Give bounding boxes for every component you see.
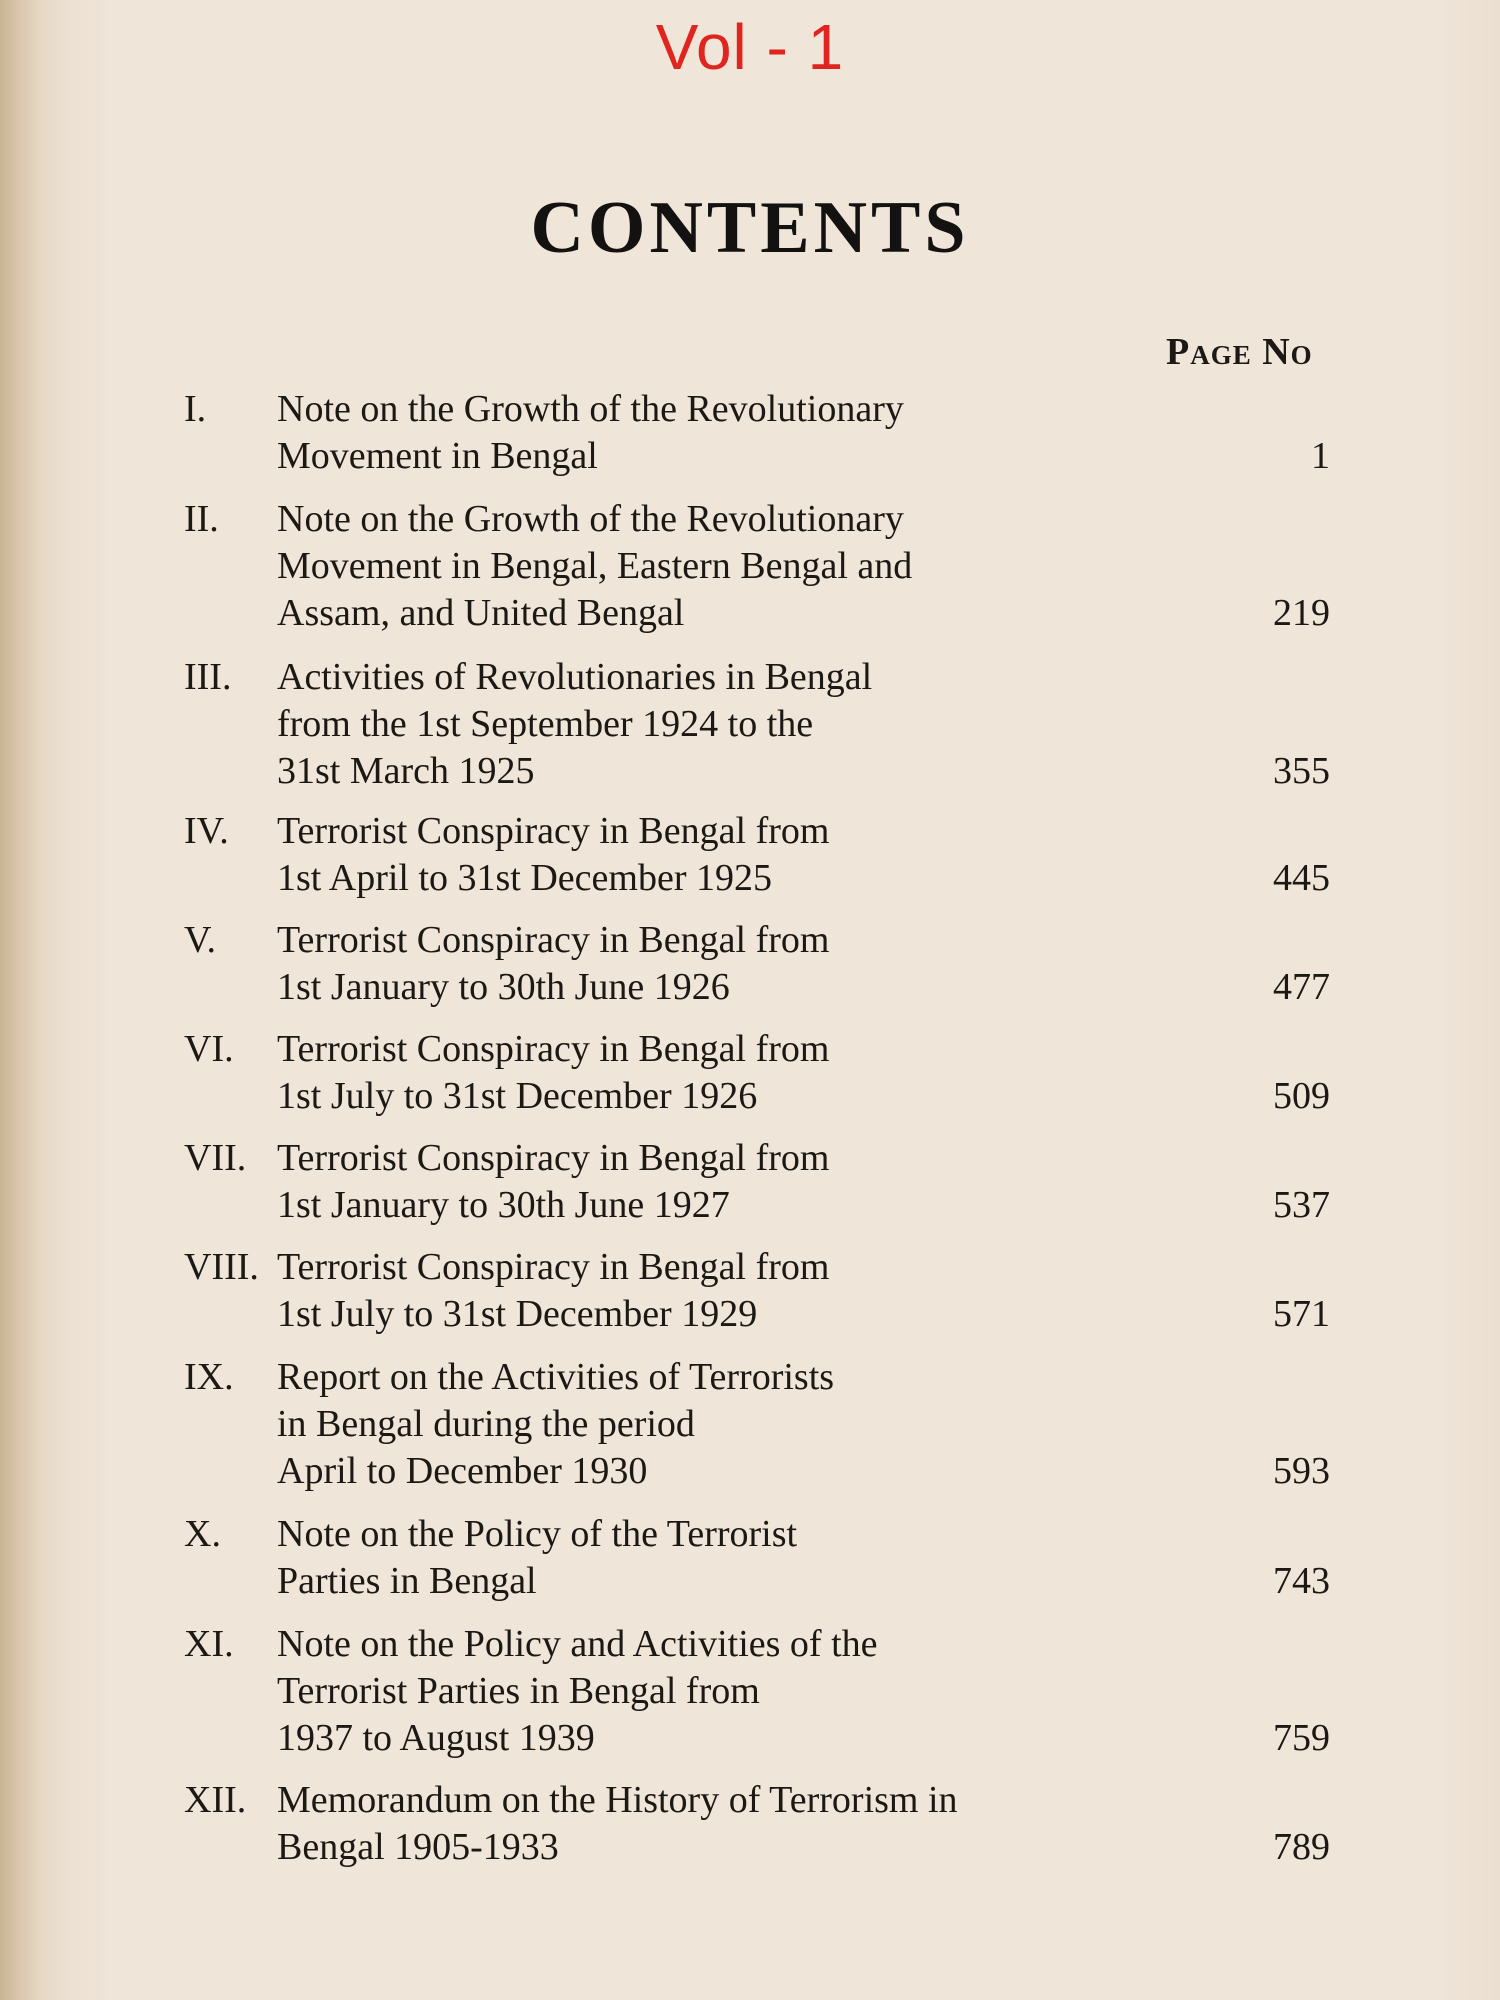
toc-entry-title-line: 1937 to August 1939: [277, 1717, 595, 1759]
toc-entry-title-line: Note on the Growth of the Revolutionary: [277, 388, 904, 430]
toc-entry-page-number: 571: [1273, 1293, 1330, 1335]
toc-entry-title-line: 1st January to 30th June 1926: [277, 966, 730, 1008]
toc-entry-title-line: in Bengal during the period: [277, 1403, 695, 1445]
toc-entry-numeral: XII.: [184, 1779, 247, 1821]
toc-entry-title: [277, 1026, 1157, 1120]
toc-entry-title: [277, 1621, 1157, 1762]
toc-entry-page-number: 355: [1273, 750, 1330, 792]
toc-entry-title-line: Note on the Growth of the Revolutionary: [277, 498, 904, 540]
toc-entry-numeral: V.: [184, 919, 217, 961]
toc-entry-title: [277, 808, 1157, 902]
toc-entry-title-line: Note on the Policy of the Terrorist: [277, 1513, 798, 1555]
toc-entry-page-number: 789: [1273, 1826, 1330, 1868]
toc-entry-numeral: II.: [184, 498, 219, 540]
toc-entry-title: [277, 1511, 1157, 1605]
toc-entry-numeral: IX.: [184, 1356, 234, 1398]
toc-entry-title: [277, 1244, 1157, 1338]
toc-entry-title-line: April to December 1930: [277, 1450, 648, 1492]
page-no-column-header: Page No: [1166, 331, 1313, 373]
toc-entry-page-number: 759: [1273, 1717, 1330, 1759]
toc-entry-title-line: Terrorist Conspiracy in Bengal from: [277, 1028, 830, 1070]
toc-entry-page-number: 743: [1273, 1560, 1330, 1602]
toc-entry-title-line: Terrorist Conspiracy in Bengal from: [277, 919, 830, 961]
toc-entry-title-line: Movement in Bengal: [277, 435, 598, 477]
toc-entry-title-line: Parties in Bengal: [277, 1560, 537, 1602]
toc-entry-page-number: 593: [1273, 1450, 1330, 1492]
toc-entry-title-line: 1st April to 31st December 1925: [277, 857, 772, 899]
toc-entry-title-line: Terrorist Conspiracy in Bengal from: [277, 810, 830, 852]
volume-label: Vol - 1: [655, 11, 845, 83]
toc-entry-title-line: Terrorist Conspiracy in Bengal from: [277, 1246, 830, 1288]
toc-entry-title-line: 1st July to 31st December 1929: [277, 1293, 758, 1335]
toc-entry-title-line: Terrorist Conspiracy in Bengal from: [277, 1137, 830, 1179]
toc-entry-title-line: Movement in Bengal, Eastern Bengal and: [277, 545, 913, 587]
toc-entry-title-line: 31st March 1925: [277, 750, 535, 792]
toc-entry-title-line: Assam, and United Bengal: [277, 592, 685, 634]
toc-entry-title: [277, 654, 1157, 795]
toc-entry-title-line: Report on the Activities of Terrorists: [277, 1356, 835, 1398]
toc-entry-page-number: 477: [1273, 966, 1330, 1008]
toc-entry-title: [277, 1354, 1157, 1495]
toc-entry-title: [277, 917, 1157, 1011]
toc-entry-title-line: Activities of Revolutionaries in Bengal: [277, 656, 873, 698]
toc-entry-page-number: 219: [1273, 592, 1330, 634]
toc-entry-title-line: Note on the Policy and Activities of the: [277, 1623, 878, 1665]
toc-entry-numeral: VII.: [184, 1137, 247, 1179]
toc-entry-numeral: XI.: [184, 1623, 234, 1665]
toc-entry-page-number: 1: [1311, 435, 1330, 477]
toc-entry-title-line: Memorandum on the History of Terrorism in: [277, 1779, 958, 1821]
toc-entry-title-line: 1st January to 30th June 1927: [277, 1184, 730, 1226]
toc-entry-title-line: from the 1st September 1924 to the: [277, 703, 814, 745]
toc-entry-title-line: Terrorist Parties in Bengal from: [277, 1670, 760, 1712]
toc-entry-title: [277, 1135, 1157, 1229]
toc-entry-page-number: 445: [1273, 857, 1330, 899]
toc-entry-title: [277, 386, 1157, 480]
toc-entry-numeral: VI.: [184, 1028, 234, 1070]
toc-entry-numeral: IV.: [184, 810, 229, 852]
toc-entry-page-number: 537: [1273, 1184, 1330, 1226]
toc-entry-numeral: III.: [184, 656, 232, 698]
toc-entry-page-number: 509: [1273, 1075, 1330, 1117]
toc-entry-numeral: X.: [184, 1513, 221, 1555]
contents-heading: CONTENTS: [530, 187, 970, 269]
toc-entry-title-line: Bengal 1905-1933: [277, 1826, 559, 1868]
toc-entry-numeral: I.: [184, 388, 207, 430]
toc-entry-title-line: 1st July to 31st December 1926: [277, 1075, 758, 1117]
toc-entry-title: [277, 1777, 1157, 1871]
toc-entry-numeral: VIII.: [184, 1246, 259, 1288]
toc-entry-title: [277, 496, 1157, 637]
